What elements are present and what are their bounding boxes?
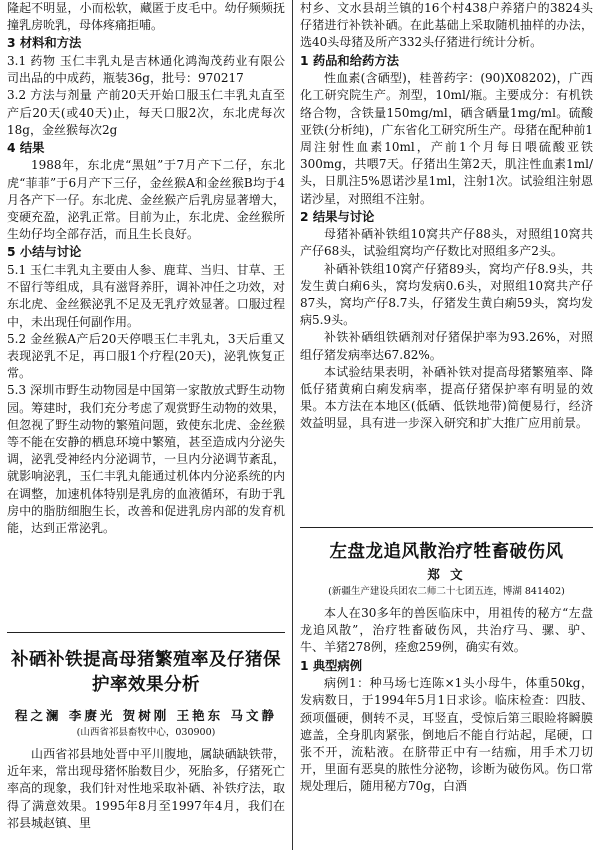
column-divider bbox=[292, 0, 293, 850]
paragraph: 性血素(含硒型)，桂普药字：(90)X08202)，广西化工研究院生产。剂型，10ml/瓶。主要成分：有机铁络合物，含铁量150mg/ml，硒含硒量1mg/ml。硫酸亚铁(分析纯)，广东省化工研究所生产。母猪在配种前1周注射性血素10ml，产前1个月每日喂硫酸亚铁300mg，共喂7天。仔猪出生第2天，肌注性血素1ml/头，日肌注5%恩诺沙星1ml，注射1次。试验组注射恩诺沙星，对照组不注射。 bbox=[300, 71, 593, 206]
paragraph: 补硒补铁组10窝产仔猪89头，窝均产仔8.9头，共发生黄白痢6头，窝均发病0.6头，对照组10窝共产仔87头，窝均产仔8.7头，仔猪发生黄白痢59头，窝均发病5.9头。 bbox=[300, 261, 593, 328]
right-column bbox=[300, 0, 593, 850]
section-heading: 4 结果 bbox=[7, 140, 45, 155]
section-heading: 5 小结与讨论 bbox=[7, 245, 82, 260]
paragraph: 3.1 药物 玉仁丰乳丸是吉林通化鸿淘茂药业有限公司出品的中成药，瓶装36g，批号：970217 bbox=[7, 53, 285, 86]
article-divider bbox=[300, 527, 593, 528]
section-heading: 3 材料和方法 bbox=[7, 36, 82, 51]
paragraph: 母猪补硒补铁组10窝共产仔88头，对照组10窝共产仔68头，试验组窝均产仔数比对照组多产2头。 bbox=[300, 227, 593, 259]
article-affiliation: (新疆生产建设兵团农二师二十七团五连，博湖 841402) bbox=[328, 586, 565, 597]
section-heading: 2 结果与讨论 bbox=[300, 209, 375, 224]
article-divider bbox=[7, 632, 285, 633]
article2-block bbox=[7, 648, 285, 832]
paragraph: 1988年，东北虎“黑妞”于7月产下二仔，东北虎“菲菲”于6月产下三仔，金丝猴A和金丝猴B均于4月各产下一仔。东北虎、金丝猴产后乳房显著增大，变硬充盈，泌乳正常。目前为止，东北虎、金丝猴所生幼仔均全部存活，而且生长良好。 bbox=[7, 158, 285, 242]
section-heading: 1 药品和给药方法 bbox=[300, 53, 399, 68]
left-column bbox=[7, 0, 285, 850]
paragraph: 本试验结果表明，补硒补铁对提高母猪繁殖率、降低仔猪黄痢白痢发病率，提高仔猪保护率有明显的效果。本方法在本地区(低硒、低铁地带)简便易行，经济效益明显，具有进一步深入研究和扩大推广应用前景。 bbox=[300, 364, 593, 431]
article-affiliation: (山西省祁县畜牧中心，030900) bbox=[76, 727, 216, 738]
article-authors: 程之澜 李赓光 贺树刚 王艳东 马文静 bbox=[15, 708, 277, 723]
article3-block bbox=[300, 540, 593, 796]
paragraph: 补铁补硒组铁硒剂对仔猪保护率为93.26%，对照组仔猪发病率达67.82%。 bbox=[300, 330, 593, 362]
section-heading: 1 典型病例 bbox=[300, 658, 363, 673]
intro-tail: 隆起不明显，小而松软，藏匿于皮毛中。幼仔频频抚撞乳房吮乳，母体疼痛拒哺。 bbox=[7, 1, 285, 33]
article-title: 补硒补铁提高母猪繁殖率及仔猪保护率效果分析 bbox=[11, 650, 281, 695]
paragraph: 5.2 金丝猴A产后20天停喂玉仁丰乳丸，3天后重又表现泌乳不足，再口服1个疗程(20天)，泌乳恢复正常。 bbox=[7, 331, 285, 381]
paragraph: 病例1：种马场七连陈×1头小母牛，体重50kg，发病数日，于1994年5月1日求诊。临床检查：四肢、颈项僵硬，侧转不灵，耳竖直，受惊后第三眼睑将瞬膜遮盖，全身肌肉紧张，倒地后不能自行站起，尾硬，口张不开，流粘液。在脐带正中有一结痂，用手术刀切开，里面有恶臭的脓性分泌物，诊断为破伤风。伤口常规处理后，随用秘方70g，白酒 bbox=[300, 676, 593, 794]
paragraph: 村乡、文水县胡兰镇的16个村438户养猪户的3824头仔猪进行补铁补硒。在此基础上采取随机抽样的办法，选40头母猪及所产332头仔猪进行统计分析。 bbox=[300, 1, 593, 50]
paragraph: 5.1 玉仁丰乳丸主要由人参、鹿茸、当归、甘草、王不留行等组成，具有滋肾养肝，调补冲任之功效，对东北虎、金丝猴泌乳不足及无乳疗效显著。口服过程中，未出现任何副作用。 bbox=[7, 262, 285, 329]
article-title: 左盘龙追风散治疗牲畜破伤风 bbox=[329, 542, 564, 562]
paragraph: 3.2 方法与剂量 产前20天开始口服玉仁丰乳丸直至产后20天(或40天)止，每天口服2次，东北虎每次18g，金丝猴每次2g bbox=[7, 88, 285, 137]
paragraph: 山西省祁县地处晋中平川腹地，属缺硒缺铁带，近年来，常出现母猪怀胎数目少，死胎多，仔猪死亡率高的现象，我们针对性地采取补硒、补铁疗法，取得了满意效果。1995年8月至1997年4月，我们在祁县城赵镇、里 bbox=[7, 747, 285, 830]
paragraph: 5.3 深圳市野生动物园是中国第一家散放式野生动物园。筹建时，我们充分考虑了观赏野生动物的效果，但忽视了野生动物的繁殖问题，致使东北虎、金丝猴等不能在安静的栖息环境中繁殖，甚至造成内分泌失调，泌乳受神经内分泌调节，一旦内分泌调节紊乱，就影响泌乳，玉仁丰乳丸能通过机体内分泌系统的内在调整，加速机体特别是乳房的血液循环，有助于乳房中的脂肪细胞生长，改善和促进乳房内部的发育机能，达到正常泌乳。 bbox=[7, 383, 285, 535]
paragraph: 本人在30多年的兽医临床中，用祖传的秘方“左盘龙追风散”，治疗牲畜破伤风，共治疗马、骡、驴、牛、羊猪278例，痊愈259例，确实有效。 bbox=[300, 606, 593, 655]
article-author: 郑 文 bbox=[427, 567, 466, 582]
